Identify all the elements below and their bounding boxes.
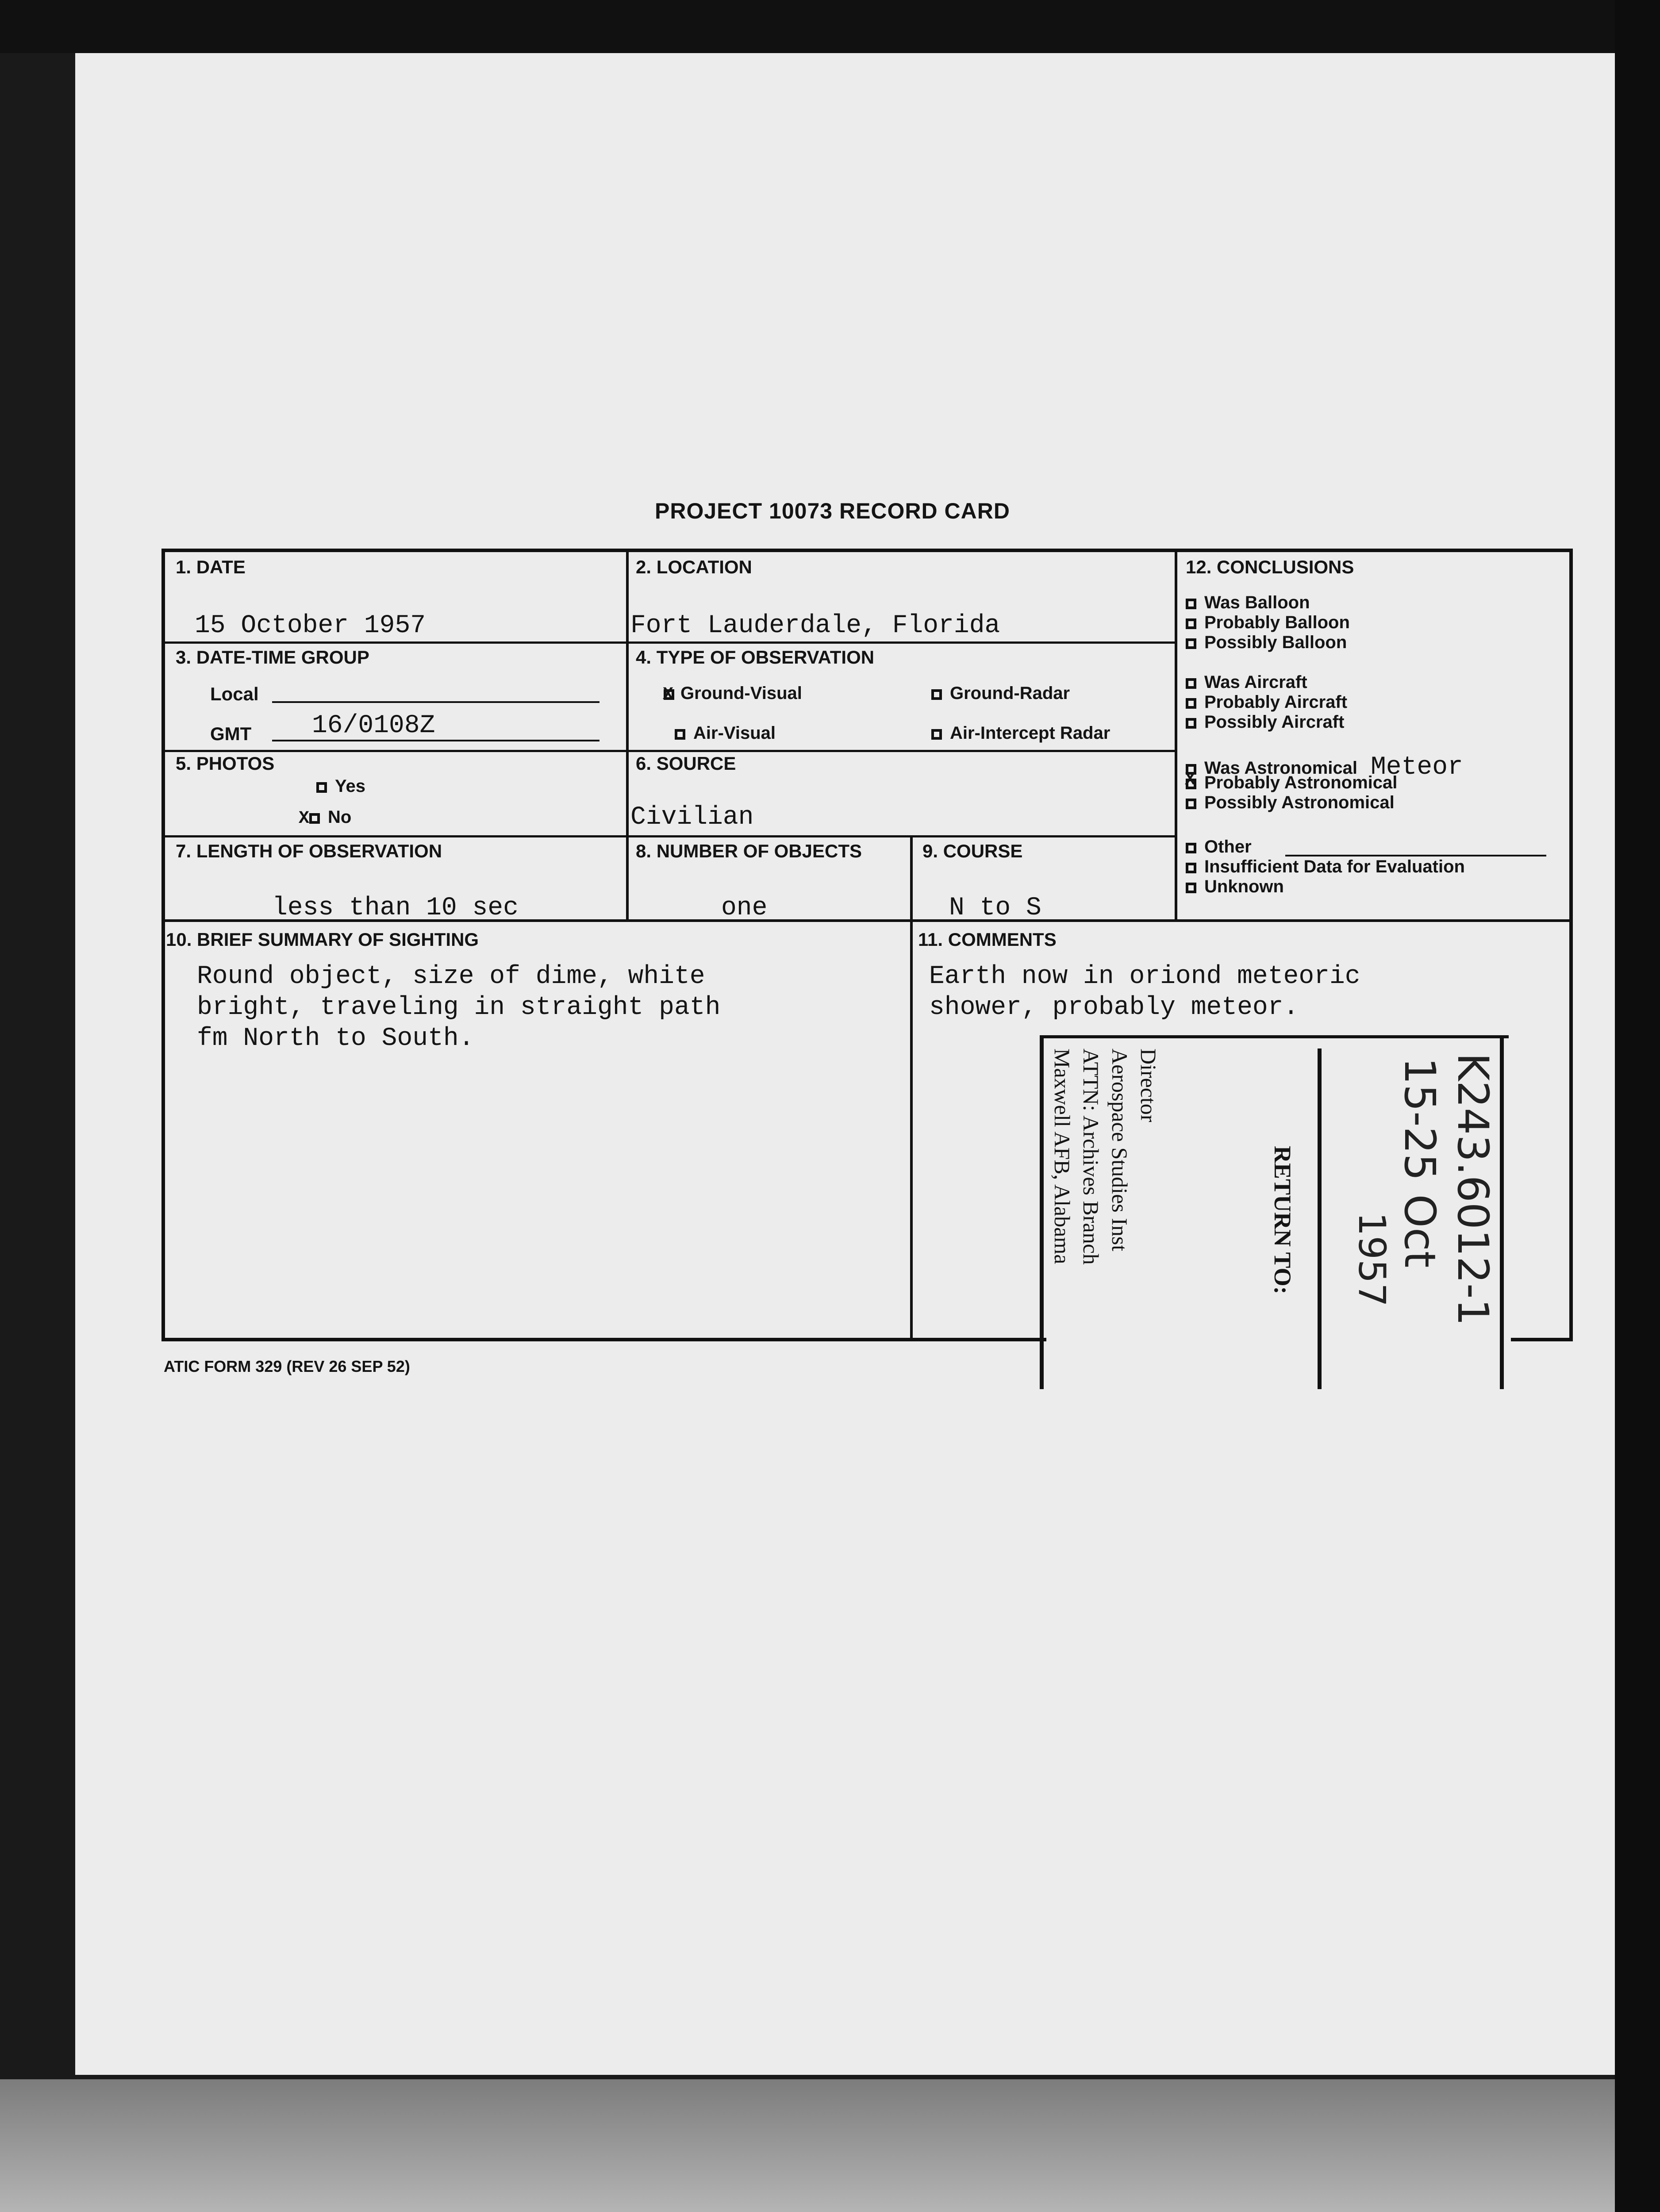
conclusion-other[interactable]	[1186, 837, 1252, 857]
conclusion-label: Was Aircraft	[1204, 672, 1307, 692]
summary-line-1: Round object, size of dime, white	[197, 962, 705, 991]
checkbox-unknown[interactable]	[1186, 883, 1196, 893]
checkbox-air-visual[interactable]	[675, 729, 685, 740]
conclusion-label: Unknown	[1204, 877, 1284, 896]
objects-value: one	[721, 894, 768, 922]
conclusion-label: Possibly Astronomical	[1204, 793, 1395, 812]
obs-ground-visual-mark: X	[663, 685, 674, 705]
checkbox-possibly-balloon[interactable]	[1186, 638, 1196, 649]
stamp-border-top	[1040, 1035, 1509, 1038]
scan-right-edge	[1615, 0, 1660, 2212]
comments-line-2: shower, probably meteor.	[929, 993, 1299, 1022]
stamp-line-3: ATTN: Archives Branch	[1079, 1048, 1103, 1265]
summary-line-2: bright, traveling in straight path	[197, 993, 721, 1022]
divider-col-1	[626, 549, 629, 919]
obs-air-visual-label: Air-Visual	[693, 723, 776, 743]
dtg-local-label: Local	[210, 684, 259, 704]
dtg-local-line	[272, 701, 599, 703]
checkbox-possibly-astronomical[interactable]	[1186, 799, 1196, 809]
summary-line-3: fm North to South.	[197, 1024, 474, 1053]
conclusion-probably-astronomical[interactable]	[1185, 770, 1398, 793]
conclusion-label: Was Astronomical	[1204, 758, 1357, 778]
conclusion-was-aircraft[interactable]	[1186, 672, 1307, 692]
stamp-line-2: Aerospace Studies Inst	[1107, 1048, 1132, 1252]
source-value: Civilian	[630, 803, 754, 832]
card-border-left	[161, 549, 165, 1341]
obs-air-intercept-label: Air-Intercept Radar	[950, 723, 1111, 743]
return-to-stamp	[1040, 1035, 1509, 1389]
conclusion-probably-balloon[interactable]	[1186, 613, 1350, 633]
conclusion-label: Was Balloon	[1204, 593, 1310, 612]
photos-yes-label: Yes	[335, 776, 365, 796]
conclusion-label: Probably Astronomical	[1204, 773, 1398, 792]
checkbox-photos-yes[interactable]	[316, 782, 327, 793]
divider-row-3	[161, 835, 1177, 837]
conclusion-label: Probably Aircraft	[1204, 692, 1348, 712]
conclusion-unknown[interactable]	[1186, 877, 1284, 897]
stamp-divider	[1318, 1048, 1322, 1389]
probably-astronomical-mark: X	[1185, 770, 1196, 790]
stamp-line-1: Director	[1136, 1048, 1161, 1122]
date-label: 1. DATE	[176, 557, 246, 577]
dtg-gmt-label: GMT	[210, 723, 252, 744]
course-value: N to S	[949, 894, 1041, 922]
checkbox-photos-no[interactable]	[309, 813, 320, 824]
obs-ground-radar[interactable]	[931, 684, 1070, 703]
conclusion-label: Other	[1204, 837, 1252, 856]
stamp-border-left	[1040, 1035, 1044, 1389]
stamp-line-4: Maxwell AFB, Alabama	[1050, 1048, 1075, 1264]
card-border-top	[161, 549, 1573, 552]
conclusion-label: Insufficient Data for Evaluation	[1204, 857, 1465, 876]
comments-label: 11. COMMENTS	[918, 929, 1057, 950]
checkbox-other[interactable]	[1186, 843, 1196, 853]
conclusion-possibly-astronomical[interactable]	[1186, 793, 1395, 813]
photos-no[interactable]	[299, 807, 352, 829]
card-border-bottom	[161, 1338, 1046, 1341]
divider-conclusions	[1175, 549, 1177, 919]
handwritten-ref-3: 1957	[1350, 1212, 1394, 1307]
observation-label: 4. TYPE OF OBSERVATION	[636, 647, 875, 668]
form-footer: ATIC FORM 329 (REV 26 SEP 52)	[164, 1357, 410, 1375]
was-astronomical-note: Meteor	[1371, 753, 1463, 782]
stamp-return-to: RETURN TO:	[1269, 1146, 1296, 1294]
handwritten-ref-2: 15-25 Oct	[1395, 1057, 1445, 1268]
other-line	[1285, 855, 1546, 856]
scan-background	[0, 2079, 1660, 2212]
divider-row-1	[161, 641, 1177, 644]
conclusion-possibly-aircraft[interactable]	[1186, 712, 1344, 732]
obs-air-intercept[interactable]	[931, 723, 1110, 743]
obs-air-visual[interactable]	[675, 723, 776, 743]
photos-no-mark: X	[299, 809, 310, 829]
photos-label: 5. PHOTOS	[176, 753, 275, 774]
source-label: 6. SOURCE	[636, 753, 736, 774]
obs-ground-visual-label: Ground-Visual	[680, 684, 802, 703]
length-label: 7. LENGTH OF OBSERVATION	[176, 841, 442, 861]
photos-yes[interactable]	[316, 776, 365, 796]
conclusion-label: Probably Balloon	[1204, 613, 1350, 632]
card-title: PROJECT 10073 RECORD CARD	[655, 499, 1010, 523]
dtg-label: 3. DATE-TIME GROUP	[176, 647, 369, 668]
course-label: 9. COURSE	[922, 841, 1023, 861]
checkbox-was-aircraft[interactable]	[1186, 678, 1196, 689]
card-border-right	[1569, 549, 1573, 1341]
scan-top-edge	[0, 0, 1660, 53]
summary-label: 10. BRIEF SUMMARY OF SIGHTING	[166, 929, 479, 950]
conclusion-probably-aircraft[interactable]	[1186, 692, 1347, 712]
location-label: 2. LOCATION	[636, 557, 752, 577]
handwritten-ref-1: K243.6012-1	[1448, 1053, 1498, 1326]
conclusion-was-balloon[interactable]	[1186, 593, 1310, 613]
date-value: 15 October 1957	[195, 611, 426, 640]
checkbox-was-balloon[interactable]	[1186, 599, 1196, 609]
conclusion-insufficient-data[interactable]	[1186, 857, 1465, 877]
comments-line-1: Earth now in oriond meteoric	[929, 962, 1360, 991]
checkbox-air-intercept[interactable]	[931, 729, 942, 740]
checkbox-possibly-aircraft[interactable]	[1186, 718, 1196, 729]
stamp-border-right	[1500, 1035, 1504, 1389]
checkbox-insufficient-data[interactable]	[1186, 863, 1196, 873]
conclusion-possibly-balloon[interactable]	[1186, 633, 1347, 653]
divider-col-8-9	[910, 835, 913, 919]
divider-summary-comments	[910, 919, 913, 1340]
card-border-bottom-right	[1511, 1338, 1573, 1341]
length-value: less than 10 sec	[272, 894, 519, 922]
conclusions-label: 12. CONCLUSIONS	[1186, 557, 1354, 577]
location-value: Fort Lauderdale, Florida	[630, 611, 1000, 640]
obs-ground-visual[interactable]	[664, 684, 802, 705]
objects-label: 8. NUMBER OF OBJECTS	[636, 841, 862, 861]
checkbox-probably-aircraft[interactable]	[1186, 698, 1196, 709]
checkbox-ground-radar[interactable]	[931, 689, 942, 700]
conclusion-label: Possibly Balloon	[1204, 633, 1347, 652]
obs-ground-radar-label: Ground-Radar	[950, 684, 1070, 703]
photos-no-label: No	[328, 807, 352, 827]
conclusion-label: Possibly Aircraft	[1204, 712, 1345, 732]
divider-row-2	[161, 750, 1177, 752]
dtg-gmt-value: 16/0108Z	[312, 711, 435, 740]
checkbox-probably-balloon[interactable]	[1186, 618, 1196, 629]
